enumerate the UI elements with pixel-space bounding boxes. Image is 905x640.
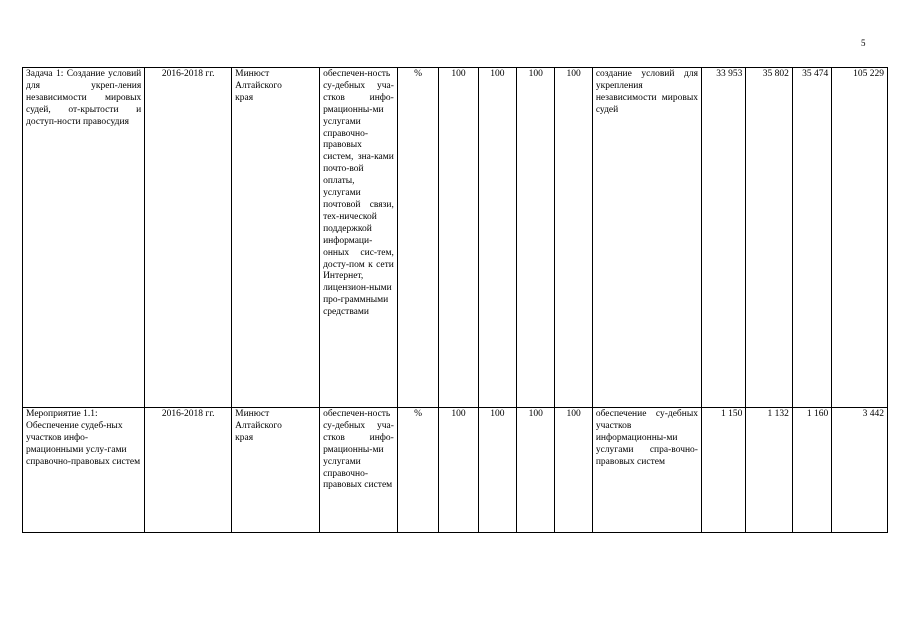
program-table <box>22 67 888 533</box>
funding-total-cell: 105 229 <box>832 68 888 408</box>
funding-cell: 1 132 <box>746 408 792 533</box>
page-number: 5 <box>861 38 866 48</box>
indicator-value-cell: 100 <box>517 68 555 408</box>
period-cell: 2016-2018 гг. <box>145 68 232 408</box>
unit-cell: % <box>397 408 438 533</box>
indicator-value-cell: 100 <box>555 68 592 408</box>
funding-cell: 1 160 <box>792 408 831 533</box>
indicator-value-cell: 100 <box>478 68 516 408</box>
funding-total-cell: 3 442 <box>832 408 888 533</box>
indicator-value-cell: 100 <box>517 408 555 533</box>
activity-name-cell: Мероприятие 1.1: Обеспечение судеб-ных участков инфо-рмационными услу-гами справочно-правовых систем <box>23 408 145 533</box>
indicator-value-cell: 100 <box>439 408 478 533</box>
executor-cell: Минюст Алтайского края <box>232 68 320 408</box>
executor-cell: Минюст Алтайского края <box>232 408 320 533</box>
indicator-cell: обеспечен-ность су-дебных уча-стков инфо-рмационны-ми услугами справочно-правовых систем, зна-ками почто-вой оплаты, услугами почтовой связи, тех-нической поддержкой информаци-онных сис-тем, досту-пом к сети Интернет, лицензион-ными про-граммными средствами <box>320 68 398 408</box>
indicator-value-cell: 100 <box>439 68 478 408</box>
indicator-value-cell: 100 <box>555 408 592 533</box>
result-cell: обеспечение су-дебных участков информационны-ми услугами спра-вочно-правовых систем <box>592 408 701 533</box>
task-name-cell: Задача 1: Создание условий для укреп-ления независимости мировых судей, от-крытости и доступ-ности правосудия <box>23 68 145 408</box>
result-cell: создание условий для укрепления независимости мировых судей <box>592 68 701 408</box>
unit-cell: % <box>397 68 438 408</box>
funding-cell: 35 474 <box>792 68 831 408</box>
funding-cell: 35 802 <box>746 68 792 408</box>
table-row <box>23 408 888 533</box>
table-row <box>23 68 888 408</box>
period-cell: 2016-2018 гг. <box>145 408 232 533</box>
funding-cell: 1 150 <box>701 408 745 533</box>
indicator-cell: обеспечен-ность су-дебных уча-стков инфо-рмационны-ми услугами справочно-правовых систем <box>320 408 398 533</box>
funding-cell: 33 953 <box>701 68 745 408</box>
indicator-value-cell: 100 <box>478 408 516 533</box>
